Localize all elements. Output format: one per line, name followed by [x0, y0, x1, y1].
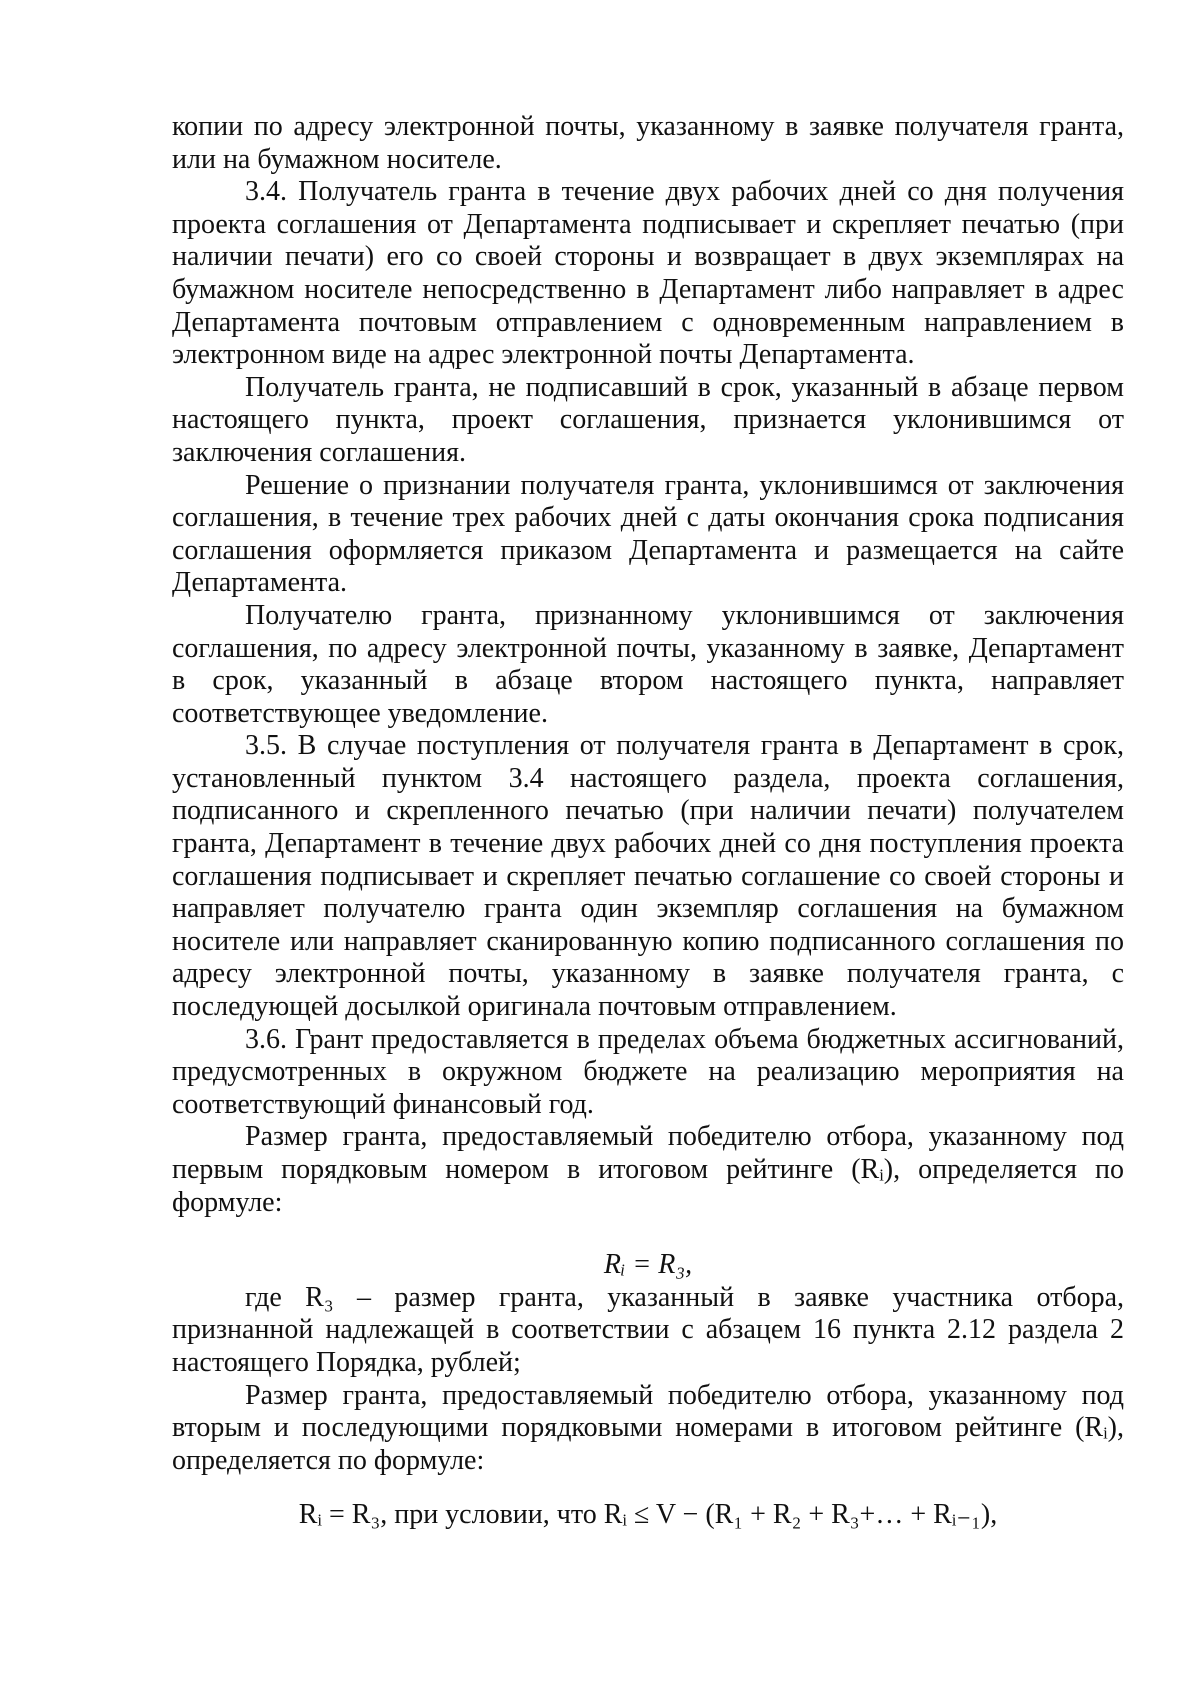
text-line: последующей досылкой оригинала почтовым отправлением. — [172, 991, 897, 1023]
text-line: соглашения подписывает и скрепляет печатью соглашение со своей стороны и — [172, 860, 1124, 892]
text-line: копии по адресу электронной почты, указанному в заявке получателя гранта, — [172, 111, 1124, 142]
paragraph-start: Получатель гранта, не подписавший в срок, указанный в абзаце первом — [245, 371, 1124, 403]
text-line: электронном виде на адрес электронной почты Департамента. — [172, 339, 915, 371]
text-line: заключения соглашения. — [172, 436, 466, 468]
text-line: формуле: — [172, 1186, 283, 1218]
paragraph-start: Размер гранта, предоставляемый победителю отбора, указанному под — [245, 1121, 1124, 1153]
text-line: адресу электронной почты, указанному в заявке получателя гранта, с — [172, 958, 1124, 990]
paragraph-start-3-4: 3.4. Получатель гранта в течение двух рабочих дней со дня получения — [245, 176, 1124, 208]
paragraph-start-3-5: 3.5. В случае поступления от получателя гранта в Департамент в срок, — [245, 730, 1124, 762]
text-line: или на бумажном носителе. — [172, 143, 502, 175]
text-line: подписанного и скрепленного печатью (при наличии печати) получателем — [172, 795, 1124, 827]
paragraph-start: Размер гранта, предоставляемый победителю отбора, указанному под — [245, 1379, 1124, 1411]
text-line: предусмотренных в окружном бюджете на реализацию мероприятия на — [172, 1056, 1124, 1088]
text-line: установленный пунктом 3.4 настоящего раздела, проекта соглашения, — [172, 762, 1124, 794]
text-line: вторым и последующими порядковыми номерами в итоговом рейтинге (Rᵢ), — [172, 1412, 1124, 1444]
text-line: наличии печати) его со своей стороны и возвращает в двух экземплярах на — [172, 241, 1124, 273]
paragraph-start-3-6: 3.6. Грант предоставляется в пределах объема бюджетных ассигнований, — [245, 1023, 1124, 1055]
text-line: бумажном носителе непосредственно в Департамент либо направляет в адрес — [172, 273, 1124, 305]
text-line: соглашения, в течение трех рабочих дней с даты окончания срока подписания — [172, 502, 1124, 534]
formula-explanation: где R₃ – размер гранта, указанный в заявке участника отбора, — [245, 1281, 1124, 1313]
text-line: Департамента почтовым отправлением с одновременным направлением в — [172, 306, 1124, 338]
text-line: настоящего пункта, проект соглашения, признается уклонившимся от — [172, 404, 1124, 436]
text-line: определяется по формуле: — [172, 1444, 485, 1476]
text-line: первым порядковым номером в итоговом рейтинге (Rᵢ), определяется по — [172, 1154, 1124, 1185]
text-line: соответствующее уведомление. — [172, 697, 548, 729]
text-line: носителе или направляет сканированную копию подписанного соглашения по — [172, 925, 1124, 957]
formula-spacing — [172, 1219, 1124, 1249]
text-line: проекта соглашения от Департамента подписывает и скрепляет печатью (при — [172, 208, 1124, 240]
text-line: признанной надлежащей в соответствии с абзацем 16 пункта 2.12 раздела 2 — [172, 1314, 1124, 1346]
paragraph-start: Решение о признании получателя гранта, уклонившимся от заключения — [245, 469, 1124, 501]
formula-1: Rᵢ = R₃, — [603, 1249, 693, 1281]
text-line: соглашения, по адресу электронной почты, указанному в заявке, Департамент — [172, 632, 1124, 664]
formula-spacing — [172, 1477, 1124, 1499]
text-line: соглашения оформляется приказом Департамента и размещается на сайте — [172, 534, 1124, 566]
text-line: в срок, указанный в абзаце втором настоящего пункта, направляет — [172, 665, 1124, 697]
text-line: соответствующий финансовый год. — [172, 1088, 594, 1120]
text-line: Департамента. — [172, 567, 348, 599]
formula-2: Rᵢ = R₃, при условии, что Rᵢ ≤ V − (R₁ + R₂ + R₃+… + Rᵢ₋₁), — [298, 1499, 998, 1531]
text-line: направляет получателю гранта один экземпляр соглашения на бумажном — [172, 893, 1124, 925]
text-line: гранта, Департамент в течение двух рабочих дней со дня поступления проекта — [172, 828, 1124, 860]
text-line: настоящего Порядка, рублей; — [172, 1346, 521, 1378]
paragraph-start: Получателю гранта, признанному уклонившимся от заключения — [245, 599, 1124, 631]
